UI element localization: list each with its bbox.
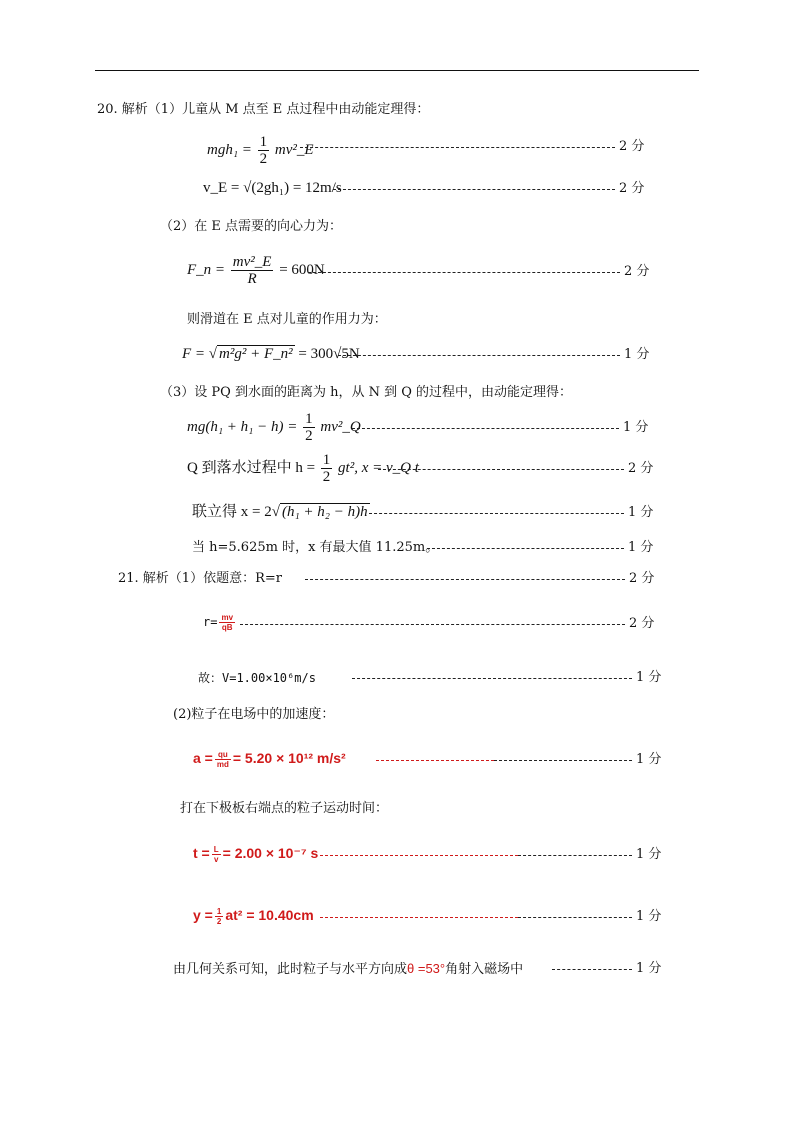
score: 1 分 xyxy=(636,909,662,924)
q20-eq3: F_n = $\frac{\text{mv²\_E}}{R}$ = 600N xyxy=(187,254,325,287)
dash-line xyxy=(552,969,632,970)
theta-angle: θ =53° xyxy=(407,961,446,976)
score: 1 分 xyxy=(636,961,662,976)
dash-line xyxy=(305,579,625,580)
q20-eq4: F = √ m²g² + F_n² = 300√5N xyxy=(182,346,360,362)
score: 2 分 xyxy=(628,461,654,476)
score: 1 分 xyxy=(636,752,662,767)
score: 2 分 xyxy=(619,181,645,196)
q21-text-t: 打在下极板右端点的粒子运动时间： xyxy=(180,801,389,816)
q21-eq-r: r= $\frac{mv}{qB}$ xyxy=(203,613,234,632)
q20-eq7: 联立得 x = 2√ (h₁ + h₂ − h)h xyxy=(192,504,368,520)
dash-line xyxy=(320,917,518,918)
q21-eq-y: y = $\frac{1}{2}$ at² = 10.40cm xyxy=(193,906,314,926)
q20-intro: 20. 解析（1）儿童从 M 点至 E 点过程中由动能定理得： xyxy=(97,102,430,117)
dash-line xyxy=(308,272,620,273)
score: 1 分 xyxy=(628,505,654,520)
q20-result: 当 h=5.625m 时，x 有最大值 11.25m。 xyxy=(192,540,439,555)
dash-line xyxy=(320,855,518,856)
q21-final: 由几何关系可知，此时粒子与水平方向成θ =53°角射入磁场中 xyxy=(173,961,524,977)
dash-line xyxy=(338,355,620,356)
q20-eq1: mgh₁ = $\frac{1}{2}$ mv²_E xyxy=(207,134,314,167)
dash-line xyxy=(333,189,615,190)
score: 2 分 xyxy=(629,616,655,631)
dash-line xyxy=(240,624,625,625)
dash-line xyxy=(369,513,624,514)
score: 1 分 xyxy=(623,420,649,435)
score: 2 分 xyxy=(624,264,650,279)
score: 1 分 xyxy=(636,847,662,862)
dash-line xyxy=(494,760,632,761)
q21-eq-t: t = $\frac{L}{v}$ = 2.00 × 10⁻⁷ s xyxy=(193,844,319,864)
q20-eq2: v_E = √(2gh₁) = 12m/s xyxy=(203,180,342,196)
dash-line xyxy=(352,678,632,679)
q21-part2: (2)粒子在电场中的加速度： xyxy=(173,707,335,722)
header-rule xyxy=(95,70,699,71)
q20-eq5: mg(h₁ + h₁ − h) = $\frac{1}{2}$ mv²_Q xyxy=(187,411,361,444)
q21-eq-v: 故：V=1.00×10⁶m/s xyxy=(198,671,316,685)
q20-part3: （3）设 PQ 到水面的距离为 h，从 N 到 Q 的过程中，由动能定理得： xyxy=(160,385,573,400)
q21-intro: 21. 解析（1）依题意：R=r xyxy=(118,571,282,586)
dash-line xyxy=(376,760,494,761)
score: 1 分 xyxy=(624,347,650,362)
score: 1 分 xyxy=(628,540,654,555)
score: 2 分 xyxy=(629,571,655,586)
q20-part2: （2）在 E 点需要的向心力为： xyxy=(160,219,343,234)
q21-eq-a: a = $\frac{qu}{md}$ = 5.20 × 10¹² m/s² xyxy=(193,749,346,769)
score: 1 分 xyxy=(636,670,662,685)
dash-line xyxy=(518,855,632,856)
q20-eq6: Q 到落水过程中 h = $\frac{1}{2}$ gt², x = v_Q t xyxy=(187,452,419,485)
dash-line xyxy=(300,147,615,148)
dash-line xyxy=(518,917,632,918)
score: 2 分 xyxy=(619,139,645,154)
dash-line xyxy=(352,428,619,429)
q20-text-force: 则滑道在 E 点对儿童的作用力为： xyxy=(187,312,387,327)
dash-line xyxy=(378,469,624,470)
dash-line xyxy=(427,548,624,549)
